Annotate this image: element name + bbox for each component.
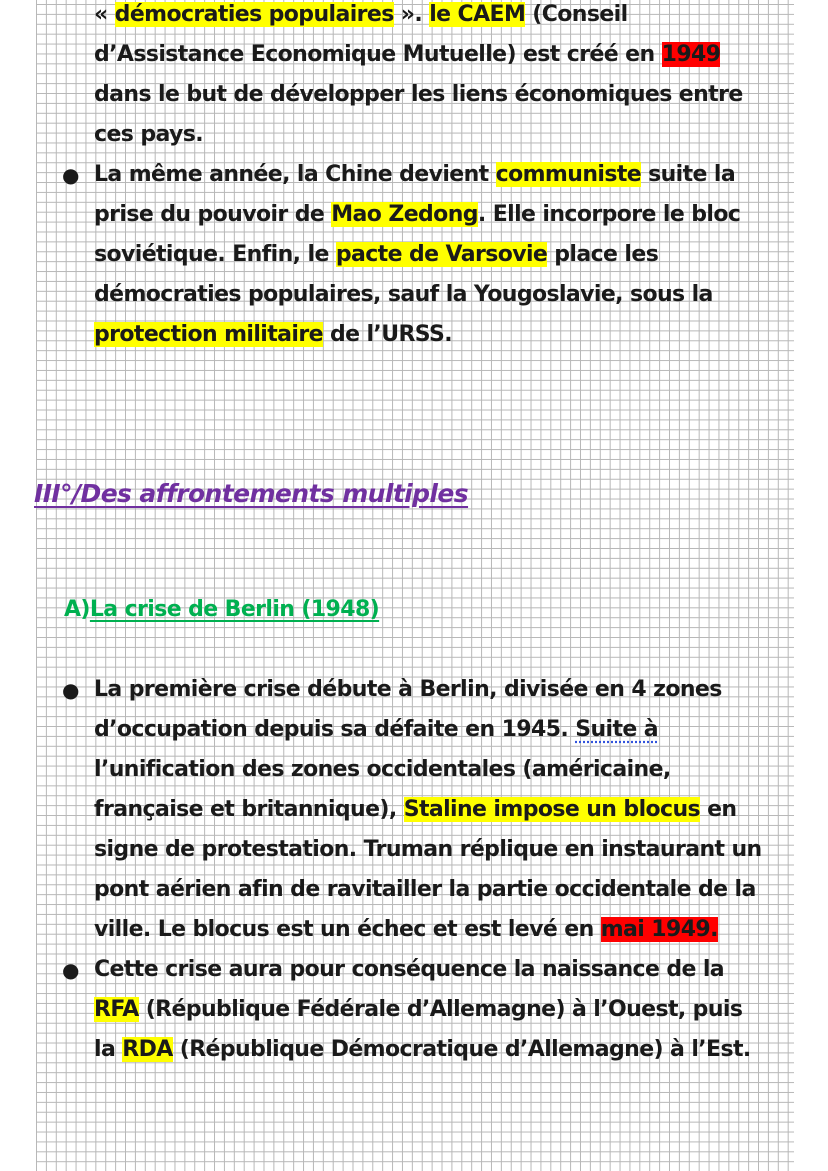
- text-line: française et britannique), Staline impose un blocus en: [94, 797, 737, 822]
- bullet-icon: ●: [62, 678, 80, 702]
- text-line: dans le but de développer les liens économiques entre: [94, 82, 743, 107]
- highlight: RDA: [122, 1037, 173, 1062]
- bullet-berlin: [94, 670, 800, 950]
- paragraph-caem: [94, 0, 800, 155]
- highlight: Staline impose un blocus: [403, 797, 701, 822]
- text-line: d’Assistance Economique Mutuelle) est créé en 1949: [94, 42, 721, 67]
- highlight: RFA: [94, 997, 139, 1022]
- text-line: signe de protestation. Truman réplique en instaurant un: [94, 837, 762, 862]
- text-line: ville. Le blocus est un échec et est levé en mai 1949.: [94, 917, 718, 942]
- highlight: Mao Zedong: [331, 202, 478, 227]
- highlight: le CAEM: [429, 2, 526, 27]
- bullet-chine: [94, 155, 800, 355]
- dotted-underline-text: Suite à: [575, 717, 659, 742]
- text-line: la RDA (République Démocratique d’Allemagne) à l’Est.: [94, 1037, 751, 1062]
- highlight: communiste: [495, 162, 642, 187]
- highlight: pacte de Varsovie: [335, 242, 548, 267]
- text-line: prise du pouvoir de Mao Zedong. Elle incorpore le bloc: [94, 202, 741, 227]
- highlight-red: 1949: [661, 42, 721, 67]
- text-line: pont aérien afin de ravitailler la partie occidentale de la: [94, 877, 756, 902]
- highlight: démocraties populaires: [114, 2, 394, 27]
- bullet-rfa-rda: [94, 950, 800, 1070]
- text-line: La même année, la Chine devient communiste suite la: [94, 162, 736, 187]
- bullet-icon: ●: [62, 958, 80, 982]
- text-line: protection militaire de l’URSS.: [94, 322, 453, 347]
- section-heading-iii: III°/Des affrontements multiples: [34, 479, 469, 508]
- text-line: ces pays.: [94, 122, 204, 147]
- text-line: La première crise débute à Berlin, divisée en 4 zones: [94, 677, 722, 702]
- text-line: l’unification des zones occidentales (américaine,: [94, 757, 671, 782]
- text-line: démocraties populaires, sauf la Yougoslavie, sous la: [94, 282, 713, 307]
- text-line: RFA (République Fédérale d’Allemagne) à l’Ouest, puis: [94, 997, 743, 1022]
- highlight-red: mai 1949.: [600, 917, 718, 942]
- bullet-icon: ●: [62, 163, 80, 187]
- subsection-heading-a: A)La crise de Berlin (1948): [64, 597, 380, 622]
- highlight: protection militaire: [94, 322, 323, 347]
- text-line: « démocraties populaires ». le CAEM (Conseil: [94, 2, 628, 27]
- text-line: d’occupation depuis sa défaite en 1945. Suite à: [94, 717, 659, 742]
- text-line: Cette crise aura pour conséquence la naissance de la: [94, 957, 725, 982]
- text-line: soviétique. Enfin, le pacte de Varsovie place les: [94, 242, 659, 267]
